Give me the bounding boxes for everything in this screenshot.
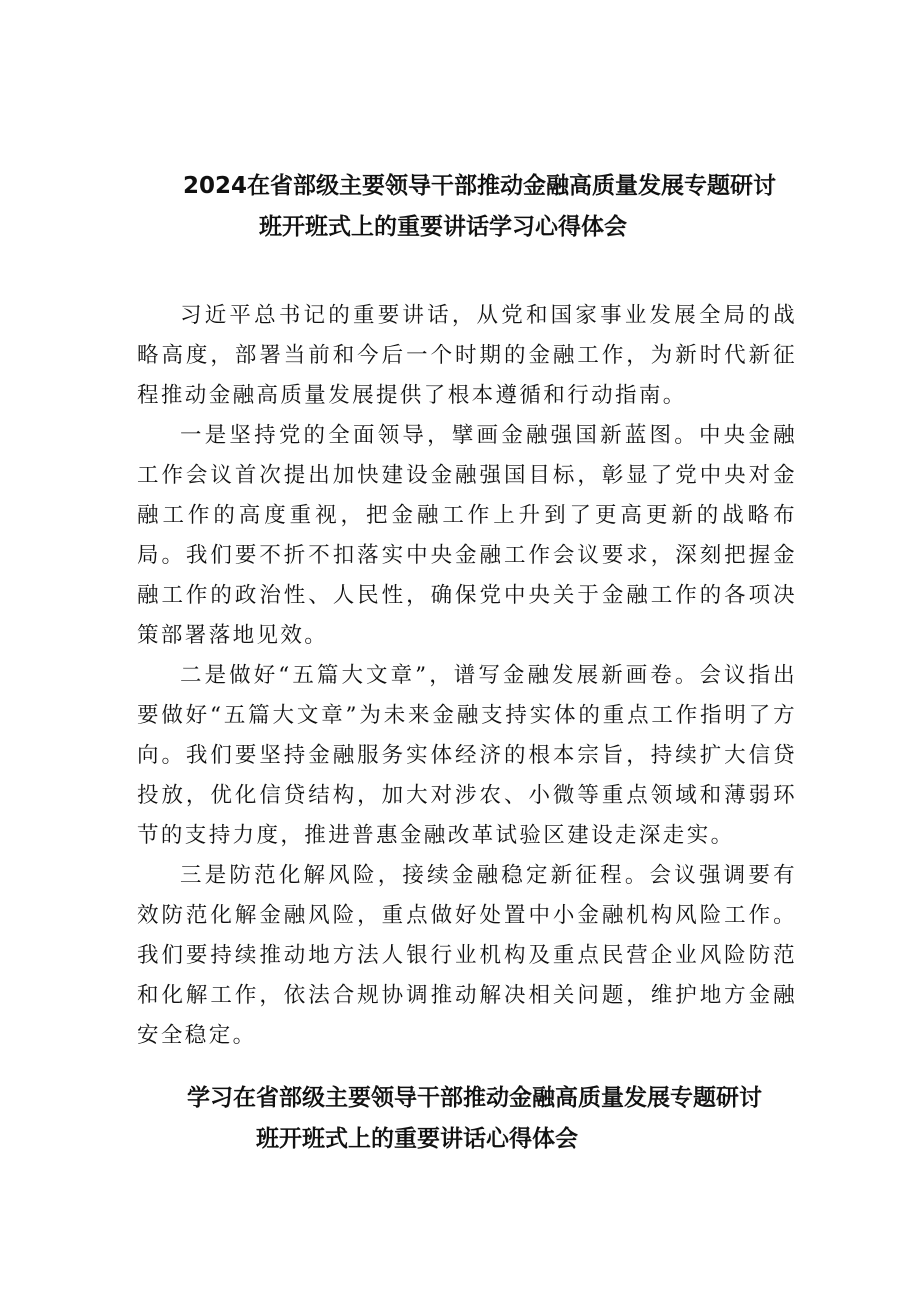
doc-title-line-1: 2024在省部级主要领导干部推动金融高质量发展专题研讨 (183, 173, 777, 199)
second-doc-title-line-1: 学习在省部级主要领导干部推动金融高质量发展专题研讨 (187, 1085, 762, 1111)
doc-body (137, 296, 797, 1056)
paragraph-intro: 习近平总书记的重要讲话，从党和国家事业发展全局的战略高度，部署当前和今后一个时期的金融工作，为新时代新征程推动金融高质量发展提供了根本遵循和行动指南。 (137, 303, 797, 408)
paragraph-point-2: 二是做好“五篇大文章”，谱写金融发展新画卷。会议指出要做好“五篇大文章”为未来金融支持实体的重点工作指明了方向。我们要坚持金融服务实体经济的根本宗旨，持续扩大信贷投放，优化信贷结构，加大对涉农、小微等重点领域和薄弱环节的支持力度，推进普惠金融改革试验区建设走深走实。 (137, 663, 797, 848)
doc-title-line-2: 班开班式上的重要讲话学习心得体会 (259, 214, 627, 240)
paragraph-point-3: 三是防范化解风险，接续金融稳定新征程。会议强调要有效防范化解金融风险，重点做好处置中小金融机构风险工作。我们要持续推动地方法人银行业机构及重点民营企业风险防范和化解工作，依法合规协调推动解决相关问题，维护地方金融安全稳定。 (137, 863, 797, 1048)
second-doc-title-line-2: 班开班式上的重要讲话心得体会 (256, 1126, 578, 1152)
paragraph-point-1: 一是坚持党的全面领导，擘画金融强国新蓝图。中央金融工作会议首次提出加快建设金融强国目标，彰显了党中央对金融工作的高度重视，把金融工作上升到了更高更新的战略布局。我们要不折不扣落实中央金融工作会议要求，深刻把握金融工作的政治性、人民性，确保党中央关于金融工作的各项决策部署落地见效。 (137, 423, 797, 648)
